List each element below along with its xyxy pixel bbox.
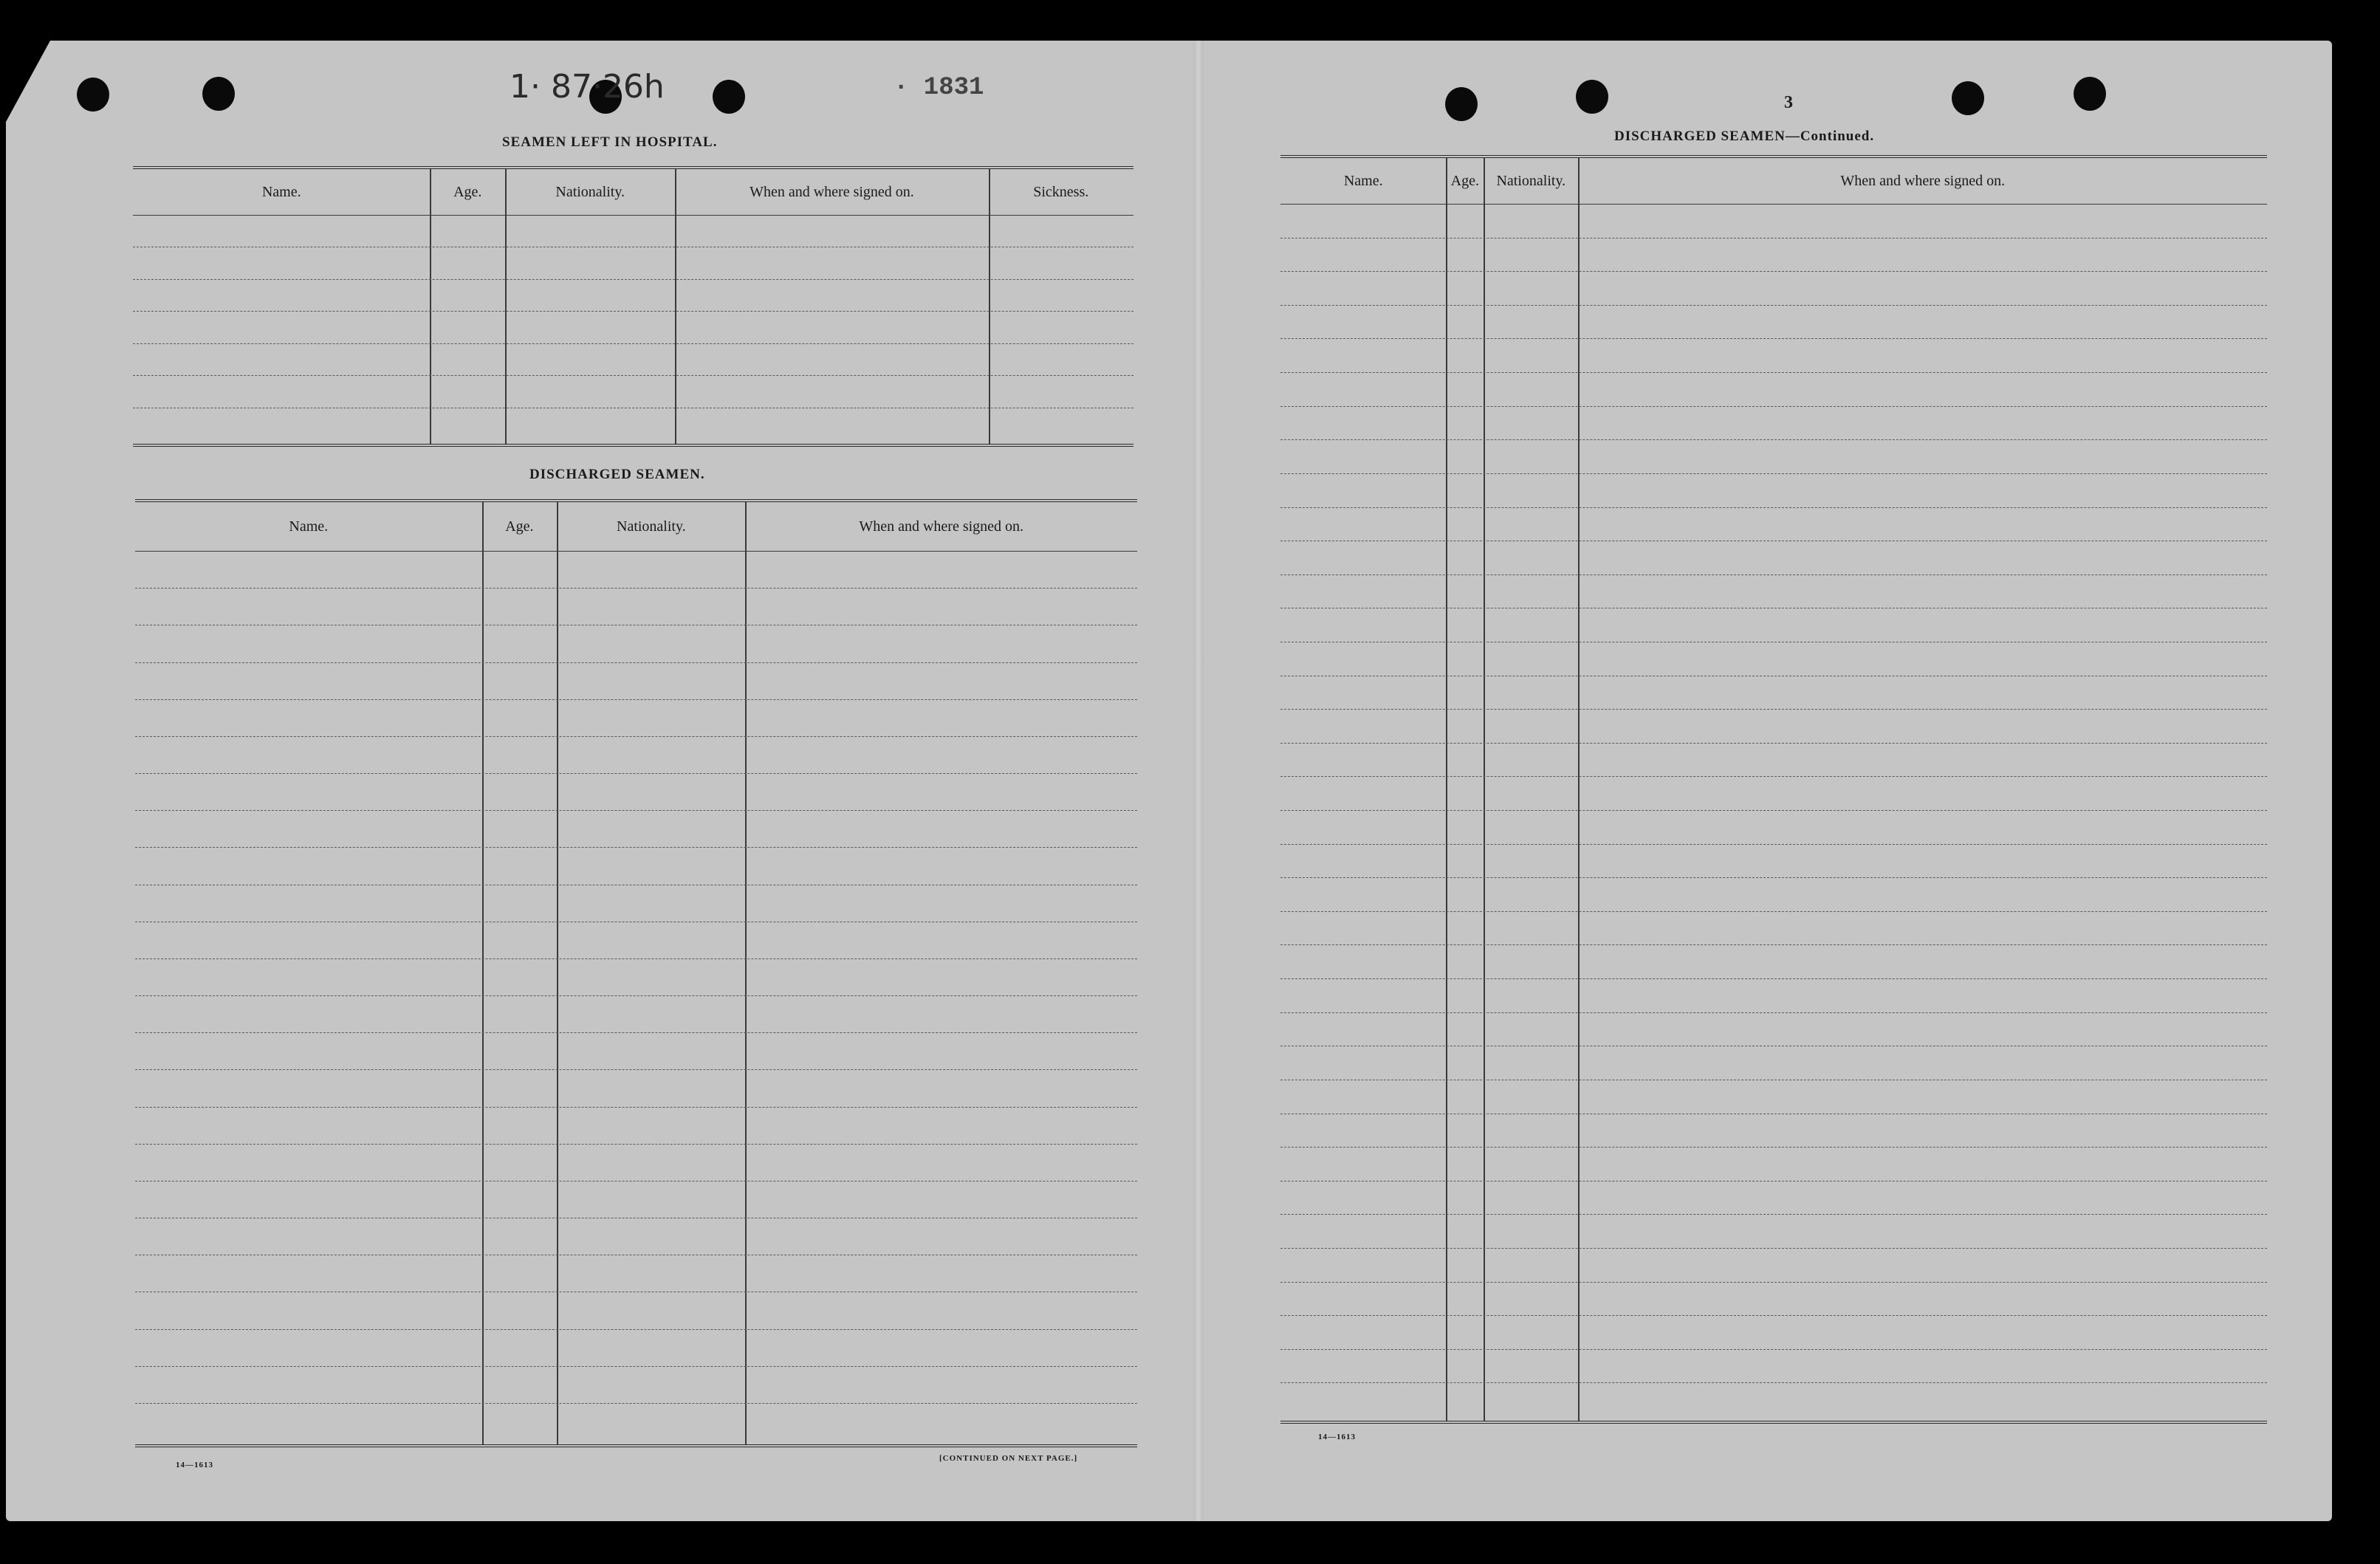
table-row	[135, 1107, 1137, 1108]
punch-hole	[2074, 77, 2106, 111]
torn-corner	[6, 41, 50, 122]
table-row	[135, 662, 1137, 663]
table-header	[135, 502, 1137, 552]
column-header: When and where signed on.	[1840, 172, 2006, 189]
column-header: Sickness.	[1033, 183, 1089, 200]
table-row	[135, 1403, 1137, 1404]
stamped-number: · 1831	[894, 74, 984, 102]
table-row	[1280, 238, 2267, 239]
table-row	[1280, 1214, 2267, 1215]
table-row	[1280, 810, 2267, 811]
column-divider	[675, 169, 676, 444]
table-row	[1280, 305, 2267, 306]
discharged-continued-title: DISCHARGED SEAMEN—Continued.	[1614, 128, 1875, 144]
column-divider	[745, 502, 747, 1444]
table-row	[1280, 1248, 2267, 1249]
table-row	[135, 1032, 1137, 1033]
page-number: 3	[1784, 93, 1793, 112]
column-header: When and where signed on.	[859, 518, 1024, 535]
form-code-right: 14—1613	[1318, 1433, 1356, 1441]
table-row	[1280, 1282, 2267, 1283]
column-header: Nationality.	[555, 183, 625, 200]
table-row	[135, 588, 1137, 589]
table-row	[135, 1329, 1137, 1330]
table-row	[1280, 709, 2267, 710]
table-row	[135, 699, 1137, 700]
table-row	[133, 343, 1134, 344]
table-row	[1280, 1012, 2267, 1013]
table-row	[1280, 1382, 2267, 1383]
table-row	[135, 773, 1137, 774]
continued-note: [CONTINUED ON NEXT PAGE.]	[939, 1454, 1078, 1463]
column-header: Age.	[453, 183, 482, 200]
column-header: Name.	[289, 518, 329, 535]
table-row	[1280, 271, 2267, 272]
column-divider	[1484, 158, 1485, 1421]
table-row	[1280, 877, 2267, 878]
column-header: Name.	[1343, 172, 1383, 189]
column-header: Age.	[505, 518, 534, 535]
table-row	[135, 995, 1137, 996]
column-divider	[430, 169, 431, 444]
table-row	[1280, 372, 2267, 373]
column-header: Age.	[1450, 172, 1479, 189]
punch-hole	[77, 78, 109, 112]
punch-hole	[202, 77, 235, 111]
table-row	[1280, 406, 2267, 407]
hospital-table	[133, 166, 1134, 447]
column-divider	[989, 169, 990, 444]
table-header	[133, 169, 1134, 216]
table-row	[1280, 1315, 2267, 1316]
punch-hole	[1445, 87, 1478, 121]
table-row	[1280, 1147, 2267, 1148]
table-row	[135, 958, 1137, 959]
column-header: Nationality.	[1496, 172, 1566, 189]
form-code-left: 14—1613	[176, 1461, 213, 1469]
table-row	[1280, 473, 2267, 474]
punch-hole	[1576, 80, 1608, 114]
table-row	[1280, 978, 2267, 979]
column-divider	[1446, 158, 1447, 1421]
table-row	[1280, 944, 2267, 945]
table-row	[135, 847, 1137, 848]
discharged-continued-table	[1280, 155, 2267, 1424]
table-row	[1280, 911, 2267, 912]
table-row	[135, 810, 1137, 811]
table-row	[1280, 1349, 2267, 1350]
table-row	[1280, 439, 2267, 440]
punch-hole	[1952, 81, 1984, 115]
table-row	[135, 1069, 1137, 1070]
table-row	[135, 1366, 1137, 1367]
discharged-table	[135, 499, 1137, 1447]
punch-hole	[713, 80, 745, 114]
column-header: When and where signed on.	[750, 183, 914, 200]
column-divider	[505, 169, 507, 444]
table-row	[135, 1144, 1137, 1145]
table-row	[133, 279, 1134, 280]
discharged-section-title: DISCHARGED SEAMEN.	[529, 467, 705, 482]
table-row	[1280, 844, 2267, 845]
table-row	[1280, 507, 2267, 508]
column-divider	[557, 502, 558, 1444]
column-divider	[482, 502, 484, 1444]
table-row	[135, 736, 1137, 737]
table-row	[1280, 743, 2267, 744]
table-header	[1280, 158, 2267, 205]
column-header: Name.	[261, 183, 301, 200]
table-row	[133, 375, 1134, 376]
table-row	[1280, 338, 2267, 339]
page-fold	[1193, 41, 1204, 1521]
column-divider	[1578, 158, 1580, 1421]
table-row	[133, 311, 1134, 312]
table-row	[1280, 776, 2267, 777]
handwritten-number: 1· 87·26h	[510, 68, 665, 106]
column-header: Nationality.	[617, 518, 686, 535]
hospital-section-title: SEAMEN LEFT IN HOSPITAL.	[502, 134, 718, 150]
